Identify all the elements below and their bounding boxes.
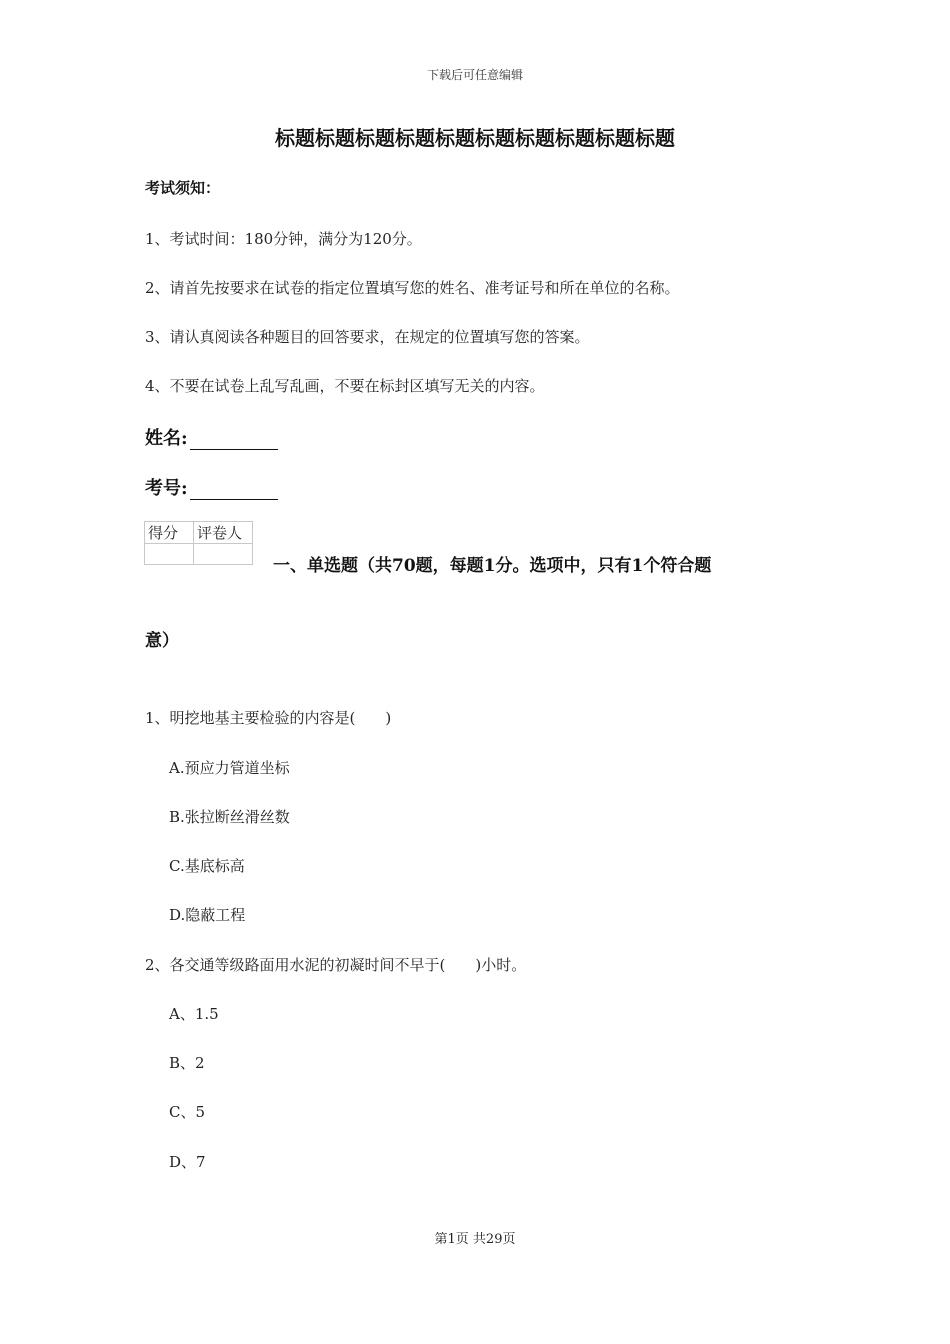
score-table — [144, 521, 253, 565]
question-1: 1、明挖地基主要检验的内容是( ) — [145, 709, 392, 727]
question-2-option-d: D、7 — [169, 1153, 206, 1171]
question-2: 2、各交通等级路面用水泥的初凝时间不早于( )小时。 — [145, 956, 527, 974]
exam-number-label: 考号: — [145, 478, 188, 499]
question-1-option-d: D.隐蔽工程 — [169, 906, 246, 924]
question-1-option-b: B.张拉断丝滑丝数 — [169, 808, 290, 826]
question-2-option-c: C、5 — [169, 1103, 206, 1121]
name-field — [145, 424, 278, 450]
document-title: 标题标题标题标题标题标题标题标题标题标题 — [275, 126, 675, 150]
section-title: 一、单选题（共70题，每题1分。选项中，只有1个符合题 — [273, 556, 712, 576]
question-1-option-c: C.基底标高 — [169, 857, 245, 875]
header-note: 下载后可任意编辑 — [426, 68, 523, 82]
notice-rule: 4、不要在试卷上乱写乱画，不要在标封区填写无关的内容。 — [145, 377, 545, 395]
question-1-option-a: A.预应力管道坐标 — [169, 759, 290, 777]
name-blank-line[interactable] — [190, 429, 278, 450]
score-cell[interactable] — [145, 544, 194, 565]
question-2-option-b: B、2 — [169, 1054, 205, 1072]
score-header: 得分 — [145, 522, 194, 544]
question-2-option-a: A、1.5 — [169, 1005, 219, 1023]
grader-cell[interactable] — [194, 544, 253, 565]
grader-header: 评卷人 — [194, 522, 253, 544]
notice-rule: 2、请首先按要求在试卷的指定位置填写您的姓名、准考证号和所在单位的名称。 — [145, 279, 680, 297]
page-footer: 第1页 共29页 — [434, 1232, 516, 1247]
notice-heading: 考试须知： — [145, 179, 221, 197]
notice-rule: 3、请认真阅读各种题目的回答要求，在规定的位置填写您的答案。 — [145, 328, 590, 346]
exam-number-field — [145, 474, 278, 500]
notice-rule: 1、考试时间：180分钟，满分为120分。 — [145, 230, 422, 248]
exam-number-blank-line[interactable] — [190, 479, 278, 500]
name-label: 姓名: — [145, 428, 188, 449]
section-title-continuation: 意） — [145, 631, 179, 651]
